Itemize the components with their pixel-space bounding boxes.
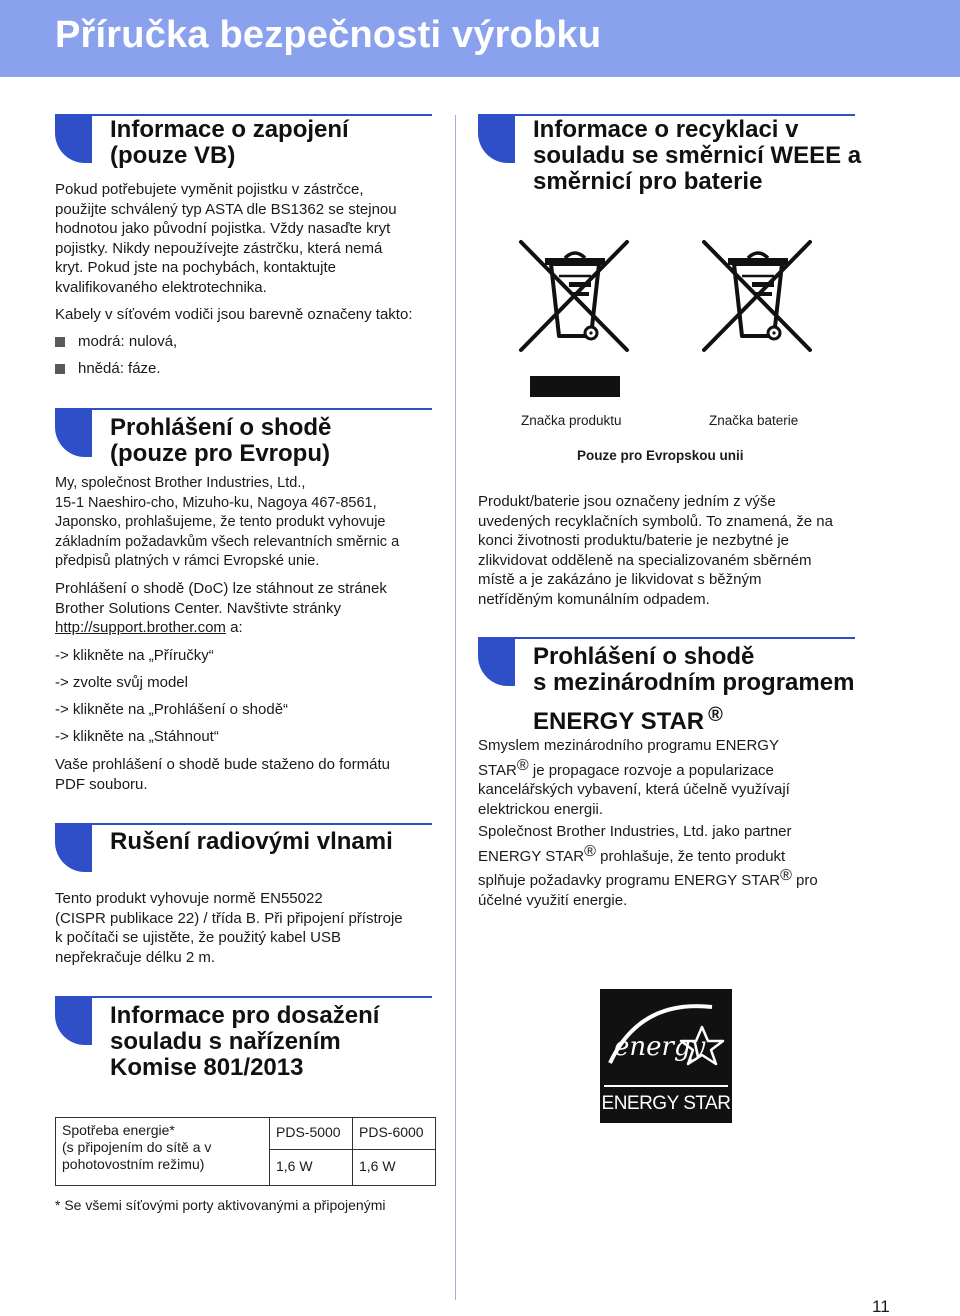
- section-heading: Rušení radiovými vlnami: [110, 828, 393, 855]
- energy-star-paragraph-1: Smyslem mezinárodního programu ENERGY STAR® je propagace rozvoje a popularizace kancelářských vybavení, která účelně využívají elektrickou energii.: [478, 737, 790, 818]
- section-uk-connection: [55, 114, 432, 174]
- section-regulation-801: [55, 996, 432, 1081]
- step-4: -> klikněte na „Stáhnout“: [55, 728, 219, 745]
- step-1: -> klikněte na „Příručky“: [55, 647, 214, 664]
- section-rule: [478, 637, 855, 639]
- page-title: Příručka bezpečnosti výrobku: [55, 14, 602, 56]
- energy-script-text: energy: [614, 1032, 706, 1062]
- section-heading: Prohlášení o shodě s mezinárodním programem ENERGY STAR ®: [533, 643, 855, 735]
- bullet-square: [55, 337, 65, 347]
- section-marker: [478, 116, 515, 163]
- section-heading: Informace o recyklaci v souladu se směrnicí WEEE a směrnicí pro baterie: [533, 116, 862, 195]
- section-rule: [55, 408, 432, 410]
- header-banner: [0, 0, 960, 77]
- section-heading: Informace pro dosažení souladu s nařízením Komise 801/2013: [110, 1002, 380, 1081]
- pdf-paragraph: Vaše prohlášení o shodě bude staženo do formátu PDF souboru.: [55, 756, 390, 793]
- caption-battery-mark: Značka baterie: [709, 413, 799, 428]
- table-footnote: * Se všemi síťovými porty aktivovanými a připojenými: [55, 1197, 386, 1213]
- section-radio-interference: [55, 823, 432, 873]
- bullet-square: [55, 364, 65, 374]
- section-eu-declaration: [55, 408, 432, 468]
- logo-divider: [604, 1085, 728, 1087]
- model-header-cell: PDS-5000: [270, 1118, 353, 1150]
- consumption-label-cell: Spotřeba energie* (s připojením do sítě a v pohotovostním režimu): [56, 1118, 270, 1186]
- section-weee: [478, 114, 862, 204]
- step-2: -> zvolte svůj model: [55, 674, 188, 691]
- value-cell: 1,6 W: [270, 1150, 353, 1186]
- eu-declaration-paragraph: My, společnost Brother Industries, Ltd., 15-1 Naeshiro-cho, Mizuho-ku, Nagoya 467-8561, Japonsko, prohlašujeme, že tento produkt vyhovuje základním požadavkům všech relevantních směrnic a předpisů platných v rámci Evropské unie.: [55, 475, 400, 569]
- uk-fuse-paragraph: Pokud potřebujete vyměnit pojistku v zástrčce, použijte schválený typ ASTA dle BS1362 se stejnou hodnotou jako původní pojistka. Vždy nasaďte kryt pojistky. Nikdy nepoužívejte zástrčku, která nemá kryt. Pokud jste na pochybách, kontaktujte kvalifikovaného elektrotechnika.: [55, 181, 397, 296]
- radio-paragraph: Tento produkt vyhovuje normě EN55022 (CISPR publikace 22) / třída B. Při připojení přístroje k počítači se ujistěte, že použitý kabel USB nepřekračuje délku 2 m.: [55, 890, 403, 966]
- section-energy-star: [478, 637, 855, 735]
- caption-eu-only: Pouze pro Evropskou unii: [577, 448, 744, 463]
- cables-intro: Kabely v síťovém vodiči jsou barevně označeny takto:: [55, 306, 413, 323]
- energy-consumption-table: [55, 1117, 436, 1186]
- section-marker: [55, 998, 92, 1045]
- section-marker: [478, 639, 515, 686]
- weee-battery-bin-icon: [702, 238, 814, 358]
- step-3: -> klikněte na „Prohlášení o shodě“: [55, 701, 289, 718]
- energy-star-swoosh-icon: [600, 989, 732, 1085]
- section-rule: [55, 823, 432, 825]
- section-heading: Informace o zapojení (pouze VB): [110, 116, 349, 169]
- doc-download-paragraph: Prohlášení o shodě (DoC) lze stáhnout ze stránek Brother Solutions Center. Navštivte stránky http://support.brother.com a:: [55, 580, 387, 636]
- section-heading: Prohlášení o shodě (pouze pro Evropu): [110, 414, 332, 467]
- energy-star-logo-text: ENERGY STAR: [601, 1093, 731, 1114]
- caption-product-mark: Značka produktu: [521, 413, 622, 428]
- section-rule: [55, 996, 432, 998]
- page-number: 11: [872, 1297, 890, 1316]
- energy-star-logo: [600, 989, 732, 1123]
- section-marker: [55, 410, 92, 457]
- table-row: [56, 1118, 436, 1150]
- weee-paragraph: Produkt/baterie jsou označeny jedním z výše uvedených recyklačních symbolů. To znamená, že na konci životnosti produktu/baterie je nezbytné je zlikvidovat odděleně na specializovaném sběrném místě a je zakázáno je likvidovat s běžným netříděným komunálním odpadem.: [478, 493, 833, 608]
- section-marker: [55, 825, 92, 872]
- model-header-cell: PDS-6000: [353, 1118, 436, 1150]
- column-divider: [455, 115, 456, 1300]
- energy-star-paragraph-2: Společnost Brother Industries, Ltd. jako partner ENERGY STAR® prohlašuje, že tento produkt splňuje požadavky programu ENERGY STAR® pro účelné využití energie.: [478, 823, 818, 909]
- support-link[interactable]: http://support.brother.com: [55, 619, 226, 636]
- section-marker: [55, 116, 92, 163]
- weee-product-bin-icon: [519, 238, 631, 400]
- value-cell: 1,6 W: [353, 1150, 436, 1186]
